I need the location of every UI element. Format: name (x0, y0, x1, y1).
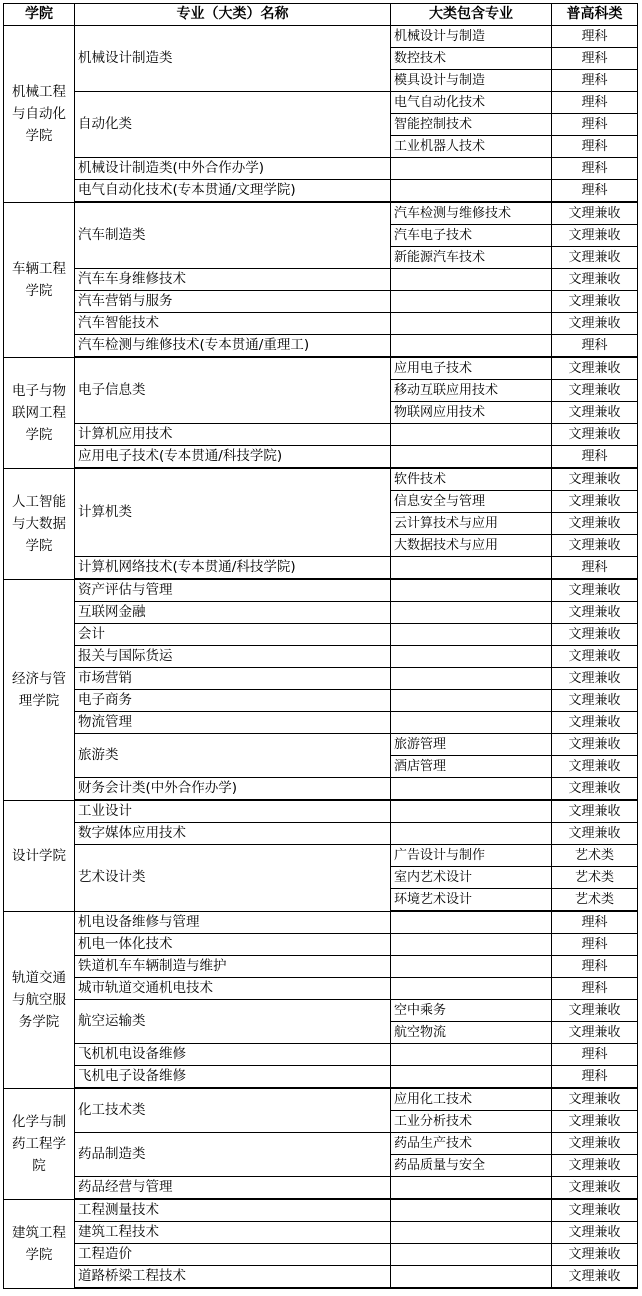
sub-major-cell (391, 557, 552, 580)
table-row (4, 712, 638, 734)
category-cell: 理科 (552, 557, 638, 580)
category-cell: 文理兼收 (552, 1222, 638, 1244)
sub-major-cell: 信息安全与管理 (391, 491, 552, 513)
table-row (4, 978, 638, 1000)
category-cell: 理科 (552, 1066, 638, 1089)
table-row (4, 624, 638, 646)
sub-major-cell (391, 313, 552, 335)
category-cell: 文理兼收 (552, 225, 638, 247)
category-cell: 文理兼收 (552, 668, 638, 690)
category-cell: 文理兼收 (552, 778, 638, 801)
sub-major-cell (391, 602, 552, 624)
major-cell: 机电设备维修与管理 (75, 911, 391, 934)
sub-major-cell (391, 1177, 552, 1200)
sub-major-cell (391, 690, 552, 712)
sub-major-cell: 汽车电子技术 (391, 225, 552, 247)
major-cell: 物流管理 (75, 712, 391, 734)
table-row (4, 313, 638, 335)
category-cell: 文理兼收 (552, 291, 638, 313)
sub-major-cell: 航空物流 (391, 1022, 552, 1044)
table-row (4, 1199, 638, 1222)
sub-major-cell: 机械设计与制造 (391, 26, 552, 48)
major-cell: 汽车检测与维修技术(专本贯通/重理工) (75, 335, 391, 358)
major-cell: 药品经营与管理 (75, 1177, 391, 1200)
sub-major-cell: 大数据技术与应用 (391, 535, 552, 557)
category-cell: 文理兼收 (552, 1111, 638, 1133)
category-cell: 理科 (552, 934, 638, 956)
category-cell: 艺术类 (552, 867, 638, 889)
sub-major-cell: 模具设计与制造 (391, 70, 552, 92)
category-cell: 文理兼收 (552, 1266, 638, 1289)
header-row (4, 4, 638, 26)
table-row (4, 424, 638, 446)
header-category: 普高科类 (552, 4, 638, 26)
category-cell: 文理兼收 (552, 602, 638, 624)
table-row (4, 1244, 638, 1266)
category-cell: 文理兼收 (552, 513, 638, 535)
category-cell: 理科 (552, 114, 638, 136)
college-cell: 车辆工程学院 (4, 202, 75, 357)
sub-major-cell: 旅游管理 (391, 734, 552, 756)
category-cell: 文理兼收 (552, 535, 638, 557)
category-cell: 文理兼收 (552, 269, 638, 291)
sub-major-cell (391, 180, 552, 203)
major-cell: 工业设计 (75, 800, 391, 823)
table-row (4, 335, 638, 358)
sub-major-cell: 数控技术 (391, 48, 552, 70)
major-cell: 机械设计制造类(中外合作办学) (75, 158, 391, 180)
majors-table (3, 3, 638, 1289)
category-cell: 理科 (552, 446, 638, 469)
sub-major-cell: 移动互联应用技术 (391, 380, 552, 402)
major-cell: 电子信息类 (75, 357, 391, 424)
sub-major-cell (391, 712, 552, 734)
category-cell: 理科 (552, 136, 638, 158)
category-cell: 文理兼收 (552, 1088, 638, 1111)
table-row (4, 1088, 638, 1111)
sub-major-cell: 环境艺术设计 (391, 889, 552, 912)
major-cell: 铁道机车车辆制造与维护 (75, 956, 391, 978)
major-cell: 报关与国际货运 (75, 646, 391, 668)
sub-major-cell: 汽车检测与维修技术 (391, 202, 552, 225)
category-cell: 理科 (552, 335, 638, 358)
category-cell: 文理兼收 (552, 402, 638, 424)
category-cell: 文理兼收 (552, 690, 638, 712)
table-row (4, 1044, 638, 1066)
table-row (4, 1000, 638, 1022)
major-cell: 建筑工程技术 (75, 1222, 391, 1244)
major-cell: 自动化类 (75, 92, 391, 158)
major-cell: 工程造价 (75, 1244, 391, 1266)
major-cell: 航空运输类 (75, 1000, 391, 1044)
table-row (4, 202, 638, 225)
category-cell: 理科 (552, 956, 638, 978)
major-cell: 计算机网络技术(专本贯通/科技学院) (75, 557, 391, 580)
sub-major-cell: 云计算技术与应用 (391, 513, 552, 535)
sub-major-cell (391, 1044, 552, 1066)
college-cell: 经济与管理学院 (4, 579, 75, 800)
header-sub-majors: 大类包含专业 (391, 4, 552, 26)
college-cell: 建筑工程学院 (4, 1199, 75, 1288)
table-row (4, 291, 638, 313)
major-cell: 计算机类 (75, 468, 391, 557)
major-cell: 旅游类 (75, 734, 391, 778)
sub-major-cell: 软件技术 (391, 468, 552, 491)
sub-major-cell: 智能控制技术 (391, 114, 552, 136)
major-cell: 电子商务 (75, 690, 391, 712)
majors-table-body (4, 4, 638, 1289)
category-cell: 文理兼收 (552, 579, 638, 602)
sub-major-cell: 广告设计与制作 (391, 845, 552, 867)
category-cell: 文理兼收 (552, 1000, 638, 1022)
college-cell: 人工智能与大数据学院 (4, 468, 75, 579)
sub-major-cell (391, 624, 552, 646)
sub-major-cell: 空中乘务 (391, 1000, 552, 1022)
major-cell: 数字媒体应用技术 (75, 823, 391, 845)
table-row (4, 823, 638, 845)
category-cell: 文理兼收 (552, 202, 638, 225)
sub-major-cell: 药品质量与安全 (391, 1155, 552, 1177)
table-row (4, 911, 638, 934)
major-cell: 飞机电子设备维修 (75, 1066, 391, 1089)
sub-major-cell (391, 291, 552, 313)
major-cell: 汽车制造类 (75, 202, 391, 269)
category-cell: 文理兼收 (552, 1022, 638, 1044)
sub-major-cell: 应用化工技术 (391, 1088, 552, 1111)
sub-major-cell: 酒店管理 (391, 756, 552, 778)
major-cell: 汽车营销与服务 (75, 291, 391, 313)
major-cell: 飞机机电设备维修 (75, 1044, 391, 1066)
sub-major-cell (391, 978, 552, 1000)
college-cell: 机械工程与自动化学院 (4, 26, 75, 203)
sub-major-cell (391, 335, 552, 358)
sub-major-cell: 工业机器人技术 (391, 136, 552, 158)
table-row (4, 1177, 638, 1200)
table-row (4, 646, 638, 668)
table-row (4, 934, 638, 956)
sub-major-cell (391, 424, 552, 446)
sub-major-cell (391, 646, 552, 668)
table-row (4, 602, 638, 624)
category-cell: 文理兼收 (552, 823, 638, 845)
sub-major-cell (391, 778, 552, 801)
sub-major-cell (391, 823, 552, 845)
sub-major-cell: 物联网应用技术 (391, 402, 552, 424)
sub-major-cell (391, 956, 552, 978)
major-cell: 汽车车身维修技术 (75, 269, 391, 291)
college-cell: 电子与物联网工程学院 (4, 357, 75, 468)
major-cell: 工程测量技术 (75, 1199, 391, 1222)
table-row (4, 26, 638, 48)
category-cell: 文理兼收 (552, 646, 638, 668)
table-row (4, 557, 638, 580)
category-cell: 艺术类 (552, 889, 638, 912)
sub-major-cell: 工业分析技术 (391, 1111, 552, 1133)
major-cell: 应用电子技术(专本贯通/科技学院) (75, 446, 391, 469)
major-cell: 化工技术类 (75, 1088, 391, 1133)
college-cell: 轨道交通与航空服务学院 (4, 911, 75, 1088)
major-cell: 艺术设计类 (75, 845, 391, 912)
major-cell: 互联网金融 (75, 602, 391, 624)
table-row (4, 446, 638, 469)
category-cell: 文理兼收 (552, 1133, 638, 1155)
major-cell: 会计 (75, 624, 391, 646)
table-row (4, 1266, 638, 1289)
category-cell: 文理兼收 (552, 712, 638, 734)
category-cell: 文理兼收 (552, 1199, 638, 1222)
category-cell: 文理兼收 (552, 624, 638, 646)
sub-major-cell (391, 800, 552, 823)
sub-major-cell (391, 446, 552, 469)
table-row (4, 1133, 638, 1155)
sub-major-cell: 室内艺术设计 (391, 867, 552, 889)
table-row (4, 158, 638, 180)
table-row (4, 668, 638, 690)
table-row (4, 92, 638, 114)
sub-major-cell: 药品生产技术 (391, 1133, 552, 1155)
category-cell: 文理兼收 (552, 800, 638, 823)
category-cell: 文理兼收 (552, 1244, 638, 1266)
table-row (4, 690, 638, 712)
table-row (4, 1066, 638, 1089)
major-cell: 药品制造类 (75, 1133, 391, 1177)
sub-major-cell (391, 1244, 552, 1266)
table-row (4, 468, 638, 491)
major-cell: 计算机应用技术 (75, 424, 391, 446)
category-cell: 理科 (552, 978, 638, 1000)
category-cell: 文理兼收 (552, 313, 638, 335)
table-row (4, 845, 638, 867)
category-cell: 理科 (552, 26, 638, 48)
sub-major-cell: 电气自动化技术 (391, 92, 552, 114)
sub-major-cell (391, 1066, 552, 1089)
college-cell: 设计学院 (4, 800, 75, 911)
category-cell: 文理兼收 (552, 247, 638, 269)
table-row (4, 800, 638, 823)
sub-major-cell (391, 1199, 552, 1222)
header-college: 学院 (4, 4, 75, 26)
sub-major-cell: 应用电子技术 (391, 357, 552, 380)
category-cell: 文理兼收 (552, 357, 638, 380)
sub-major-cell (391, 911, 552, 934)
category-cell: 理科 (552, 92, 638, 114)
table-row (4, 579, 638, 602)
category-cell: 艺术类 (552, 845, 638, 867)
table-row (4, 357, 638, 380)
sub-major-cell (391, 1266, 552, 1289)
major-cell: 机械设计制造类 (75, 26, 391, 92)
category-cell: 理科 (552, 911, 638, 934)
major-cell: 机电一体化技术 (75, 934, 391, 956)
category-cell: 文理兼收 (552, 1177, 638, 1200)
sub-major-cell: 新能源汽车技术 (391, 247, 552, 269)
category-cell: 文理兼收 (552, 756, 638, 778)
category-cell: 理科 (552, 1044, 638, 1066)
table-row (4, 778, 638, 801)
major-cell: 城市轨道交通机电技术 (75, 978, 391, 1000)
category-cell: 文理兼收 (552, 424, 638, 446)
category-cell: 文理兼收 (552, 734, 638, 756)
table-row (4, 1222, 638, 1244)
major-cell: 汽车智能技术 (75, 313, 391, 335)
category-cell: 理科 (552, 158, 638, 180)
table-row (4, 269, 638, 291)
category-cell: 文理兼收 (552, 1155, 638, 1177)
major-cell: 市场营销 (75, 668, 391, 690)
major-cell: 财务会计类(中外合作办学) (75, 778, 391, 801)
category-cell: 文理兼收 (552, 468, 638, 491)
sub-major-cell (391, 668, 552, 690)
header-major: 专业（大类）名称 (75, 4, 391, 26)
category-cell: 理科 (552, 180, 638, 203)
category-cell: 文理兼收 (552, 380, 638, 402)
sub-major-cell (391, 269, 552, 291)
major-cell: 电气自动化技术(专本贯通/文理学院) (75, 180, 391, 203)
category-cell: 文理兼收 (552, 491, 638, 513)
category-cell: 理科 (552, 48, 638, 70)
sub-major-cell (391, 579, 552, 602)
major-cell: 道路桥梁工程技术 (75, 1266, 391, 1289)
table-row (4, 734, 638, 756)
sub-major-cell (391, 158, 552, 180)
sub-major-cell (391, 934, 552, 956)
major-cell: 资产评估与管理 (75, 579, 391, 602)
table-row (4, 956, 638, 978)
table-row (4, 180, 638, 203)
sub-major-cell (391, 1222, 552, 1244)
college-cell: 化学与制药工程学院 (4, 1088, 75, 1199)
category-cell: 理科 (552, 70, 638, 92)
